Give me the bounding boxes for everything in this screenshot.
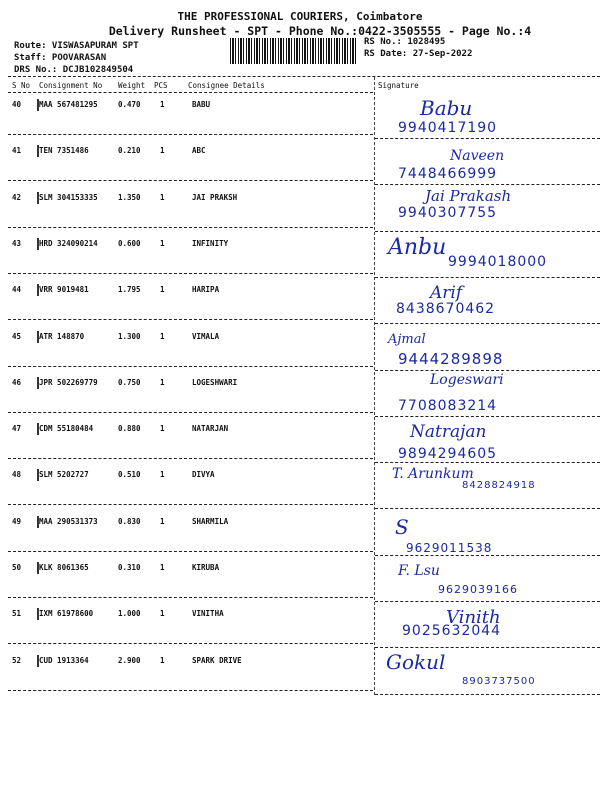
row-weight: 0.470 (118, 100, 141, 109)
row-serial-number: 43 (12, 239, 22, 248)
row-serial-number: 45 (12, 332, 22, 341)
row-consignee-name: DIVYA (192, 470, 215, 479)
row-marker (37, 284, 39, 296)
row-signature: Arif (430, 283, 463, 303)
row-handwritten-phone: 8438670462 (396, 301, 496, 317)
row-consignment-number: SLM 5202727 (39, 470, 89, 479)
row-handwritten-phone: 9994018000 (448, 254, 548, 270)
row-signature: F. Lsu (398, 563, 440, 579)
row-serial-number: 49 (12, 517, 22, 526)
row-weight: 0.880 (118, 424, 141, 433)
row-consignee-name: ABC (192, 146, 206, 155)
row-pieces: 1 (160, 239, 165, 248)
row-signature: Ajmal (388, 332, 426, 347)
divider (8, 76, 600, 77)
row-handwritten-phone: 8428824918 (462, 480, 536, 491)
signature-column-divider (374, 77, 375, 695)
row-consignee-name: HARIPA (192, 285, 220, 294)
row-weight: 0.510 (118, 470, 141, 479)
row-signature: Naveen (450, 148, 505, 164)
row-signature: Natrajan (410, 422, 487, 442)
row-serial-number: 51 (12, 609, 22, 618)
col-sno-header: S No (12, 81, 31, 90)
signature-row-divider (375, 601, 600, 602)
row-weight: 0.310 (118, 563, 141, 572)
row-marker (37, 377, 39, 389)
col-weight-header: Weight (118, 81, 146, 90)
signature-row-divider (375, 184, 600, 185)
row-divider (8, 227, 373, 228)
row-marker (37, 562, 39, 574)
barcode (230, 38, 357, 64)
row-serial-number: 52 (12, 656, 22, 665)
row-marker (37, 238, 39, 250)
row-divider (8, 690, 373, 691)
col-consignee-header: Consignee Details (188, 81, 265, 90)
row-divider (8, 458, 373, 459)
signature-row-divider (375, 323, 600, 324)
row-consignee-name: VINITHA (192, 609, 224, 618)
col-consignment-header: Consignment No (39, 81, 103, 90)
row-consignee-name: JAI PRAKSH (192, 193, 238, 202)
row-weight: 0.750 (118, 378, 141, 387)
row-marker (37, 608, 39, 620)
row-weight: 1.000 (118, 609, 141, 618)
signature-row-divider (375, 647, 600, 648)
row-pieces: 1 (160, 517, 165, 526)
row-marker (37, 145, 39, 157)
row-handwritten-phone: 8903737500 (462, 676, 536, 687)
row-handwritten-phone: 9444289898 (398, 350, 504, 368)
row-marker (37, 331, 39, 343)
row-signature: T. Arunkum (392, 466, 474, 482)
row-serial-number: 44 (12, 285, 22, 294)
row-handwritten-phone: 9940417190 (398, 120, 498, 136)
row-divider (8, 273, 373, 274)
row-weight: 0.830 (118, 517, 141, 526)
row-handwritten-phone: 9940307755 (398, 205, 498, 221)
row-consignment-number: TEN 7351486 (39, 146, 89, 155)
row-consignment-number: KLK 8061365 (39, 563, 89, 572)
row-divider (8, 412, 373, 413)
row-marker (37, 423, 39, 435)
row-divider (8, 180, 373, 181)
row-consignment-number: VRR 9019481 (39, 285, 89, 294)
signature-row-divider (375, 416, 600, 417)
row-weight: 0.600 (118, 239, 141, 248)
signature-row-divider (375, 370, 600, 371)
row-marker (37, 192, 39, 204)
row-marker (37, 99, 39, 111)
row-handwritten-phone: 9629039166 (438, 583, 518, 596)
signature-row-divider (375, 508, 600, 509)
row-serial-number: 48 (12, 470, 22, 479)
signature-row-divider (375, 555, 600, 556)
rs-info (364, 36, 472, 60)
signature-row-divider (375, 462, 600, 463)
row-signature: Gokul (386, 650, 446, 674)
route-label: Route: VISWASAPURAM SPT (14, 41, 139, 51)
row-serial-number: 50 (12, 563, 22, 572)
row-pieces: 1 (160, 146, 165, 155)
row-consignment-number: IXM 61978600 (39, 609, 94, 618)
row-consignment-number: MAA 567481295 (39, 100, 98, 109)
row-serial-number: 41 (12, 146, 22, 155)
row-pieces: 1 (160, 193, 165, 202)
row-signature: Vinith (446, 607, 501, 628)
row-consignment-number: HRD 324090214 (39, 239, 98, 248)
row-consignee-name: NATARJAN (192, 424, 229, 433)
row-weight: 0.210 (118, 146, 141, 155)
signature-row-divider (375, 277, 600, 278)
col-pcs-header: PCS (154, 81, 168, 90)
row-handwritten-phone: 9025632044 (402, 623, 502, 639)
row-divider (8, 366, 373, 367)
row-serial-number: 47 (12, 424, 22, 433)
row-weight: 1.300 (118, 332, 141, 341)
row-pieces: 1 (160, 332, 165, 341)
rs-date: RS Date: 27-Sep-2022 (364, 49, 473, 59)
row-signature: Babu (420, 96, 473, 120)
row-pieces: 1 (160, 378, 165, 387)
row-consignment-number: MAA 290531373 (39, 517, 98, 526)
row-signature: Anbu (388, 235, 447, 260)
row-handwritten-phone: 7708083214 (398, 398, 498, 414)
row-consignment-number: ATR 148870 (39, 332, 85, 341)
row-pieces: 1 (160, 563, 165, 572)
row-weight: 1.795 (118, 285, 141, 294)
row-consignment-number: SLM 304153335 (39, 193, 98, 202)
row-marker (37, 469, 39, 481)
row-pieces: 1 (160, 656, 165, 665)
row-weight: 1.350 (118, 193, 141, 202)
row-consignee-name: SHARMILA (192, 517, 229, 526)
row-pieces: 1 (160, 424, 165, 433)
row-consignee-name: INFINITY (192, 239, 229, 248)
row-marker (37, 516, 39, 528)
row-consignee-name: LOGESHWARI (192, 378, 238, 387)
route-info (14, 40, 139, 76)
rs-number: RS No.: 1028495 (364, 37, 446, 47)
row-consignment-number: CDM 55180484 (39, 424, 94, 433)
row-marker (37, 655, 39, 667)
row-divider (8, 134, 373, 135)
row-consignee-name: VIMALA (192, 332, 220, 341)
row-pieces: 1 (160, 285, 165, 294)
signature-row-divider (375, 138, 600, 139)
row-handwritten-phone: 9629011538 (406, 541, 493, 555)
row-pieces: 1 (160, 100, 165, 109)
row-consignment-number: JPR 502269779 (39, 378, 98, 387)
document-subtitle: Delivery Runsheet - SPT - Phone No.:0422-3505555 - Page No.:4 (108, 24, 532, 38)
row-signature: Jai Prakash (425, 187, 512, 205)
row-divider (8, 597, 373, 598)
row-divider (8, 551, 373, 552)
signature-row-divider (375, 231, 600, 232)
row-weight: 2.900 (118, 656, 141, 665)
drs-label: DRS No.: DCJB102849504 (14, 65, 134, 75)
row-serial-number: 40 (12, 100, 22, 109)
row-pieces: 1 (160, 609, 165, 618)
row-consignee-name: KIRUBA (192, 563, 220, 572)
row-divider (8, 643, 373, 644)
row-divider (8, 319, 373, 320)
signature-row-divider (375, 694, 600, 695)
row-handwritten-phone: 9894294605 (398, 446, 498, 462)
row-handwritten-phone: 7448466999 (398, 166, 498, 182)
row-signature: Logeswari (430, 372, 504, 388)
row-serial-number: 42 (12, 193, 22, 202)
row-consignment-number: CUD 1913364 (39, 656, 89, 665)
row-divider (8, 504, 373, 505)
row-pieces: 1 (160, 470, 165, 479)
row-signature: S (395, 515, 409, 539)
divider (8, 92, 373, 93)
document-title: THE PROFESSIONAL COURIERS, Coimbatore (177, 10, 423, 23)
row-consignee-name: BABU (192, 100, 211, 109)
staff-label: Staff: POOVARASAN (14, 53, 107, 63)
row-consignee-name: SPARK DRIVE (192, 656, 242, 665)
col-signature-header: Signature (378, 81, 419, 90)
row-serial-number: 46 (12, 378, 22, 387)
